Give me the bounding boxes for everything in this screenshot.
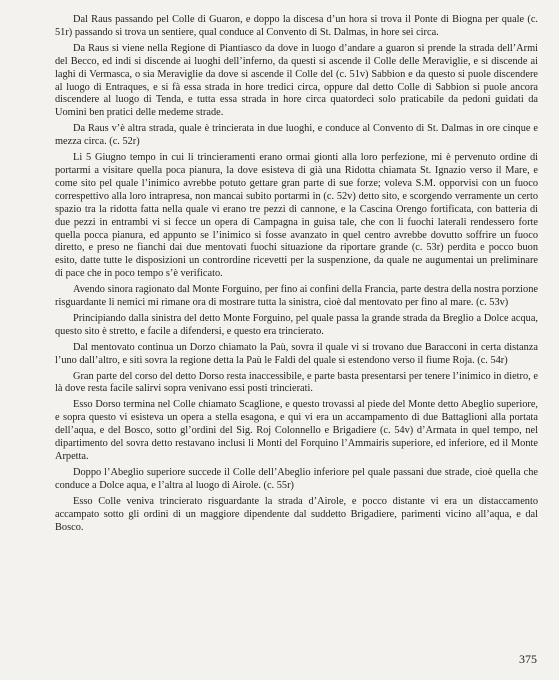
- paragraph-9: Esso Dorso termina nel Colle chiamato Scaglione, e questo trovassi al piede del Monte detto Abeglio superiore, e sopra questo vi esisteva un opera a stella esagona, e qui vi era un accampamento di due Battaglioni alla portata dell’aqua, e del Bosco, sotto gl’ordini del Sig. Roj Colonnello e Brigadiere (c. 54v) d’Armata in quel tempo, nel dipartimento del sovra detto restavano inclusi li Monti del Forquino l’Ammairis superiore, ed inferiore, ed il Monte Arpetta.: [55, 399, 538, 462]
- paragraph-3: Da Raus v’è altra strada, quale è trincierata in due luoghi, e conduce al Convento di St. Dalmas in ore cinque e mezza circa. (c. 52r): [55, 123, 538, 148]
- paragraph-6: Principiando dalla sinistra del detto Monte Forguino, pel quale passa la grande strada da Breglio a Dolce acqua, questo sito è stretto, e facile a difendersi, e questo era trincierato.: [55, 312, 538, 337]
- paragraph-1: Dal Raus passando pel Colle di Guaron, e doppo la discesa d’un hora si trova il Ponte di Biogna per quale (c. 51r) passando si trova un sentiere, qual conduce al Convento di St. Dalmas, in hore sei circa.: [55, 14, 538, 38]
- paragraph-8: Gran parte del corso del detto Dorso resta inaccessibile, e parte basta presentarsi per tenere l’inimico in dietro, e là dove resta facile salirvi sopra venivano essi posti trincierati.: [55, 370, 538, 395]
- paragraph-7: Dal mentovato continua un Dorzo chiamato la Paù, sovra il quale vi si trovano due Baracconi in certa distanza l’uno dall’altro, e siti sovra la regione detta la Paù le Faldi del quale si estendono verso il fiume Roja. (c. 54r): [55, 341, 538, 366]
- text-column: [55, 14, 538, 537]
- paragraph-11: Esso Colle veniva trincierato risguardante la strada d’Airole, e pocco distante vi era un distaccamento accampato sotto gli ordini di un maggiore dipendente dal suddetto Brigadiere, parimenti vicino all’aqua, e dal Bosco.: [55, 495, 538, 533]
- paragraph-2: Da Raus si viene nella Regione di Piantiasco da dove in luogo d’andare a guaron si prende la strada dell’Armi del Becco, ed indi si discende ai luoghi dell’inferno, da questi si ascende il Colle delle Meraviglie, e si discende ai laghi di Vermasca, o sia Meraviglie da dove si ascende il Colle del (c. 51v) Sabbion e da questo si puole discendere al luogo di Entraques, e si fà essa strada in hore tredici circa, oppure dal detto Colle di Sabbion si puole ancora discendere al luogo di Tenda, e tutta essa strada in hore circa quatordeci solo praticabile da pedoni guidati da Uomini ben pratici delle medeme strade.: [55, 42, 538, 119]
- paragraph-5: Avendo sinora ragionato dal Monte Forguino, per fino ai confini della Francia, parte destra della nostra porzione risguardante li nemici mi rimane ora di mostrare tutta la sinistra, cioè dal mentovato per fino al mare. (c. 53v): [55, 284, 538, 309]
- paragraph-10: Doppo l’Abeglio superiore succede il Colle dell’Abeglio inferiore pel quale passani due strade, cioè quella che conduce a Dolce aqua, e l’altra al luogo di Airole. (c. 55r): [55, 466, 538, 491]
- page-number: 375: [519, 652, 537, 666]
- paragraph-4: Li 5 Giugno tempo in cui li trincieramenti erano ormai gionti alla loro perfezione, mi è pervenuto ordine di portarmi a visitare quella poca pianura, la dove esisteva di già una Ridotta chiamata St. Ignazio verso il Mare, e come sito pel quale l’inimico avrebbe potuto gettare gran parte di sue forze; voleva S.M. opporvisi con un fuoco correspettivo alla loro intrapresa, non mancai subito portarmi in (c. 52v) detto sito, e scorgendo verramente un certo spazio tra la ridotta fatta nella quale vi erano tre pezzi di cannone, e la Cascina Orengo fortificata, con batteria di due pezzi in entrambi vi si fecce un opera di Campagna in guisa tale, che con li fuochi laterali rendessero forte quella pocca pianura, ed appunto se l’inimico si fosse avanzato in quel centro avrebbe dovutto soffrire un fuoco diretto, e preso ne fianchi dai due mentovati fuochi situazione da riportare grande (c. 53r) perdita e pocco buon esito, datte tutte le disposizioni un contrordine ricevetti per la suspenzione, da quale ne augumentai un preliminare di pace che in poco tempo s’è verificato.: [55, 152, 538, 280]
